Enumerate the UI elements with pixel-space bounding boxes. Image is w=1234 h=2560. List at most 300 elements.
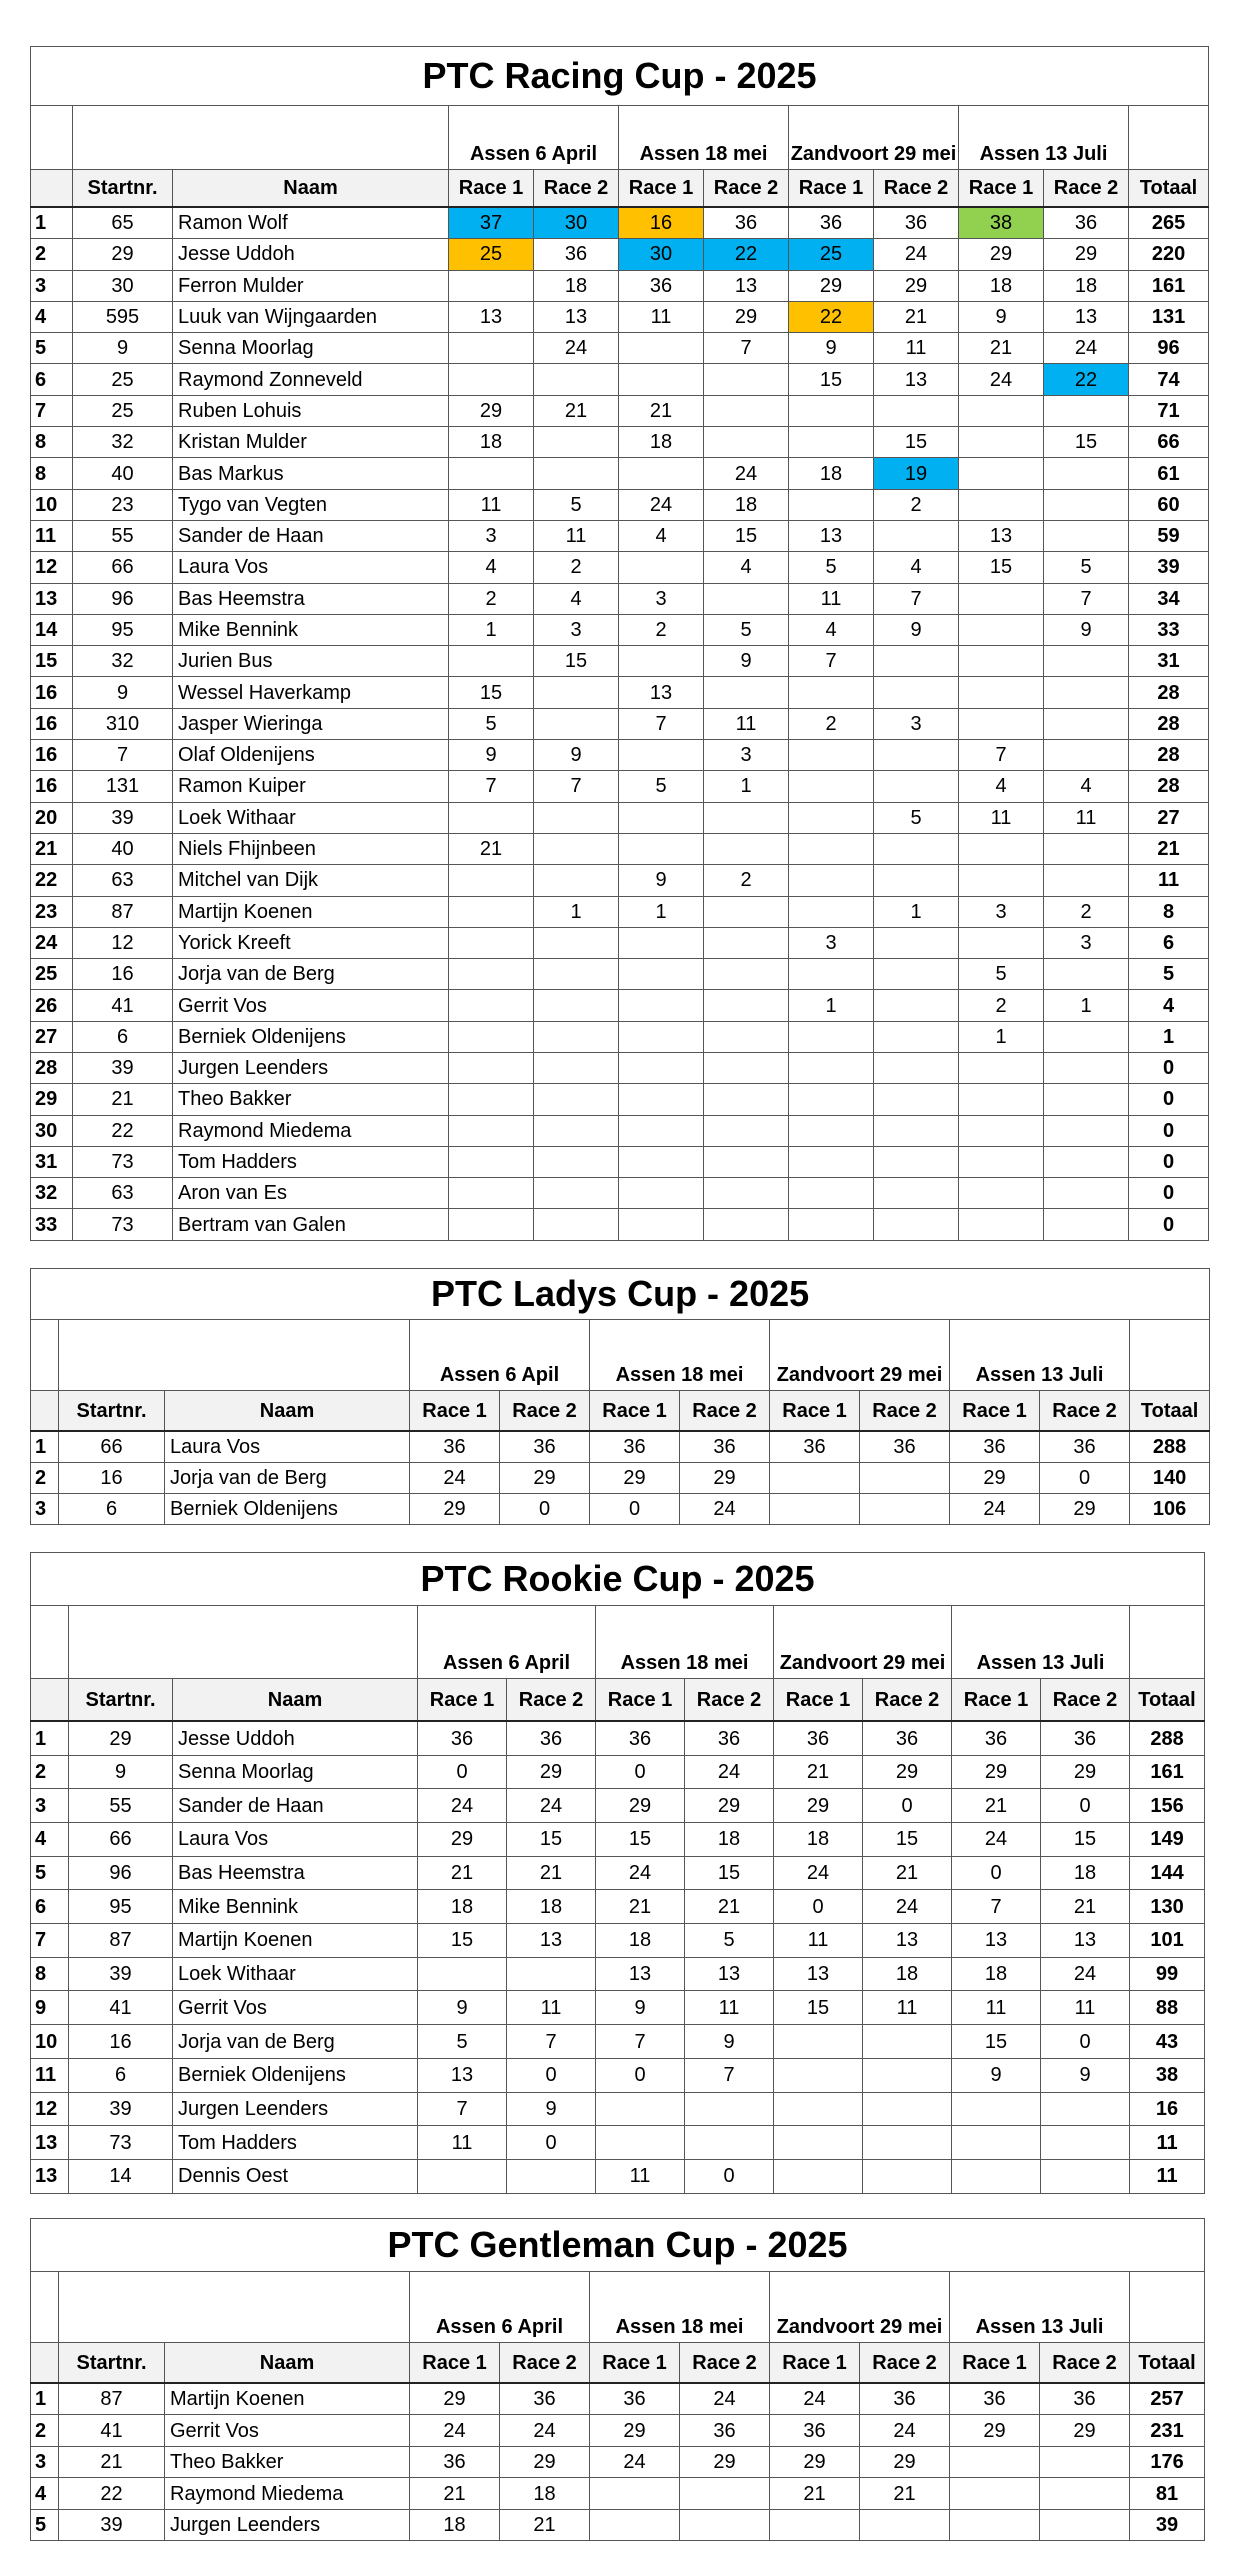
pos-header <box>31 2342 59 2383</box>
position-cell: 26 <box>31 990 73 1021</box>
position-cell: 2 <box>31 1755 69 1789</box>
score-cell: 29 <box>507 1755 596 1789</box>
score-cell <box>534 708 619 739</box>
race1-header: Race 1 <box>952 1679 1041 1722</box>
startnr-cell: 39 <box>59 2509 165 2541</box>
score-cell: 7 <box>1044 583 1129 614</box>
score-cell <box>959 833 1044 864</box>
name-cell: Raymond Zonneveld <box>173 364 449 395</box>
score-cell: 24 <box>952 1823 1041 1857</box>
score-cell <box>959 1053 1044 1084</box>
score-cell <box>952 2159 1041 2193</box>
score-cell <box>619 1115 704 1146</box>
race2-header: Race 2 <box>874 170 959 208</box>
name-cell: Wessel Haverkamp <box>173 677 449 708</box>
event-header: Zandvoort 29 mei <box>770 1320 950 1391</box>
event-header: Assen 13 Juli <box>950 1320 1130 1391</box>
name-cell: Mike Bennink <box>173 1890 418 1924</box>
position-cell: 8 <box>31 458 73 489</box>
score-cell <box>863 2159 952 2193</box>
name-cell: Ramon Wolf <box>173 207 449 238</box>
score-cell <box>507 2159 596 2193</box>
totaal-header: Totaal <box>1129 170 1209 208</box>
event-header: Assen 18 mei <box>590 2272 770 2343</box>
startnr-cell: 16 <box>73 959 173 990</box>
score-cell <box>418 1957 507 1991</box>
score-cell: 29 <box>500 2446 590 2478</box>
score-cell: 24 <box>770 2383 860 2415</box>
name-cell: Ruben Lohuis <box>173 395 449 426</box>
score-cell: 11 <box>507 1991 596 2025</box>
position-cell: 11 <box>31 2058 69 2092</box>
score-cell: 21 <box>860 2478 950 2510</box>
score-cell <box>449 990 534 1021</box>
score-cell: 36 <box>860 1431 950 1462</box>
startnr-header: Startnr. <box>59 2342 165 2383</box>
score-cell <box>874 677 959 708</box>
score-cell <box>534 1146 619 1177</box>
total-cell: 0 <box>1129 1115 1209 1146</box>
startnr-cell: 87 <box>69 1924 173 1958</box>
score-cell <box>959 1146 1044 1177</box>
score-cell: 18 <box>1044 270 1129 301</box>
score-cell: 29 <box>770 2446 860 2478</box>
score-cell: 21 <box>952 1789 1041 1823</box>
score-cell: 5 <box>685 1924 774 1958</box>
blank-cell <box>73 106 449 170</box>
score-cell <box>789 427 874 458</box>
startnr-cell: 7 <box>73 740 173 771</box>
score-cell <box>874 395 959 426</box>
score-cell: 29 <box>590 2415 680 2447</box>
total-cell: 161 <box>1130 1755 1205 1789</box>
score-cell: 21 <box>410 2478 500 2510</box>
total-cell: 0 <box>1129 1146 1209 1177</box>
score-cell: 29 <box>952 1755 1041 1789</box>
table-row <box>31 1924 1205 1958</box>
score-cell <box>534 833 619 864</box>
startnr-cell: 32 <box>73 427 173 458</box>
startnr-header: Startnr. <box>69 1679 173 1722</box>
score-cell <box>789 1146 874 1177</box>
name-cell: Berniek Oldenijens <box>173 2058 418 2092</box>
score-cell <box>789 896 874 927</box>
total-cell: 11 <box>1130 2126 1205 2160</box>
score-cell <box>596 2126 685 2160</box>
table-row <box>31 959 1209 990</box>
table-row <box>31 458 1209 489</box>
score-cell <box>774 2092 863 2126</box>
position-cell: 25 <box>31 959 73 990</box>
score-cell: 15 <box>1041 1823 1130 1857</box>
score-cell: 24 <box>596 1856 685 1890</box>
score-cell <box>1040 2446 1130 2478</box>
score-cell <box>874 1178 959 1209</box>
score-cell: 21 <box>685 1890 774 1924</box>
position-cell: 7 <box>31 395 73 426</box>
position-cell: 1 <box>31 1721 69 1755</box>
position-cell: 9 <box>31 1991 69 2025</box>
score-cell: 24 <box>619 489 704 520</box>
score-cell <box>874 740 959 771</box>
score-cell: 4 <box>959 771 1044 802</box>
startnr-cell: 9 <box>73 677 173 708</box>
table-row <box>31 2446 1205 2478</box>
startnr-cell: 66 <box>69 1823 173 1857</box>
position-cell: 13 <box>31 2159 69 2193</box>
score-cell: 24 <box>680 2383 770 2415</box>
table-row <box>31 2159 1205 2193</box>
score-cell: 11 <box>1041 1991 1130 2025</box>
score-cell: 5 <box>1044 552 1129 583</box>
score-cell: 9 <box>704 646 789 677</box>
race2-header: Race 2 <box>500 1390 590 1431</box>
score-cell: 0 <box>1040 1462 1130 1493</box>
score-cell: 18 <box>500 2478 590 2510</box>
score-cell: 9 <box>596 1991 685 2025</box>
score-cell <box>449 802 534 833</box>
total-cell: 21 <box>1129 833 1209 864</box>
position-cell: 1 <box>31 2383 59 2415</box>
score-cell <box>863 2126 952 2160</box>
score-cell: 2 <box>1044 896 1129 927</box>
event-header: Assen 18 mei <box>596 1606 774 1679</box>
score-cell: 0 <box>596 2058 685 2092</box>
total-cell: 11 <box>1129 865 1209 896</box>
total-cell: 28 <box>1129 677 1209 708</box>
score-cell <box>1044 458 1129 489</box>
event-row <box>31 106 1209 170</box>
position-cell: 12 <box>31 552 73 583</box>
score-cell <box>619 1021 704 1052</box>
score-cell: 21 <box>418 1856 507 1890</box>
startnr-cell: 39 <box>69 1957 173 1991</box>
race1-header: Race 1 <box>590 1390 680 1431</box>
startnr-cell: 16 <box>69 2025 173 2059</box>
score-cell: 36 <box>863 1721 952 1755</box>
score-cell <box>704 583 789 614</box>
total-cell: 265 <box>1129 207 1209 238</box>
table-row <box>31 1021 1209 1052</box>
score-cell <box>1044 677 1129 708</box>
score-cell: 29 <box>789 270 874 301</box>
race1-header: Race 1 <box>410 1390 500 1431</box>
score-cell: 13 <box>1044 301 1129 332</box>
score-cell: 19 <box>874 458 959 489</box>
score-cell <box>619 1178 704 1209</box>
score-cell: 13 <box>704 270 789 301</box>
score-cell: 5 <box>704 614 789 645</box>
event-header: Assen 6 April <box>449 106 619 170</box>
startnr-cell: 63 <box>73 1178 173 1209</box>
startnr-cell: 66 <box>59 1431 165 1462</box>
score-cell: 3 <box>959 896 1044 927</box>
score-cell: 18 <box>774 1823 863 1857</box>
score-cell <box>704 833 789 864</box>
score-cell: 2 <box>619 614 704 645</box>
position-cell: 33 <box>31 1209 73 1240</box>
score-cell: 29 <box>449 395 534 426</box>
startnr-cell: 95 <box>69 1890 173 1924</box>
name-cell: Tom Hadders <box>173 1146 449 1177</box>
name-cell: Yorick Kreeft <box>173 927 449 958</box>
position-cell: 16 <box>31 740 73 771</box>
startnr-cell: 16 <box>59 1462 165 1493</box>
score-cell <box>789 1115 874 1146</box>
total-cell: 28 <box>1129 740 1209 771</box>
name-cell: Gerrit Vos <box>165 2415 410 2447</box>
table-row <box>31 740 1209 771</box>
score-cell: 0 <box>596 1755 685 1789</box>
table-row <box>31 2058 1205 2092</box>
score-cell <box>1044 489 1129 520</box>
score-cell <box>418 2159 507 2193</box>
name-cell: Luuk van Wijngaarden <box>173 301 449 332</box>
name-cell: Bas Markus <box>173 458 449 489</box>
column-header-row <box>31 1679 1205 1722</box>
position-cell: 6 <box>31 364 73 395</box>
score-cell: 3 <box>1044 927 1129 958</box>
score-cell: 18 <box>959 270 1044 301</box>
name-cell: Jasper Wieringa <box>173 708 449 739</box>
position-cell: 27 <box>31 1021 73 1052</box>
score-cell <box>874 646 959 677</box>
blank-cell <box>59 1320 410 1391</box>
race2-header: Race 2 <box>500 2342 590 2383</box>
score-cell: 18 <box>449 427 534 458</box>
position-cell: 12 <box>31 2092 69 2126</box>
position-cell: 7 <box>31 1924 69 1958</box>
startnr-cell: 39 <box>73 1053 173 1084</box>
race1-header: Race 1 <box>950 1390 1040 1431</box>
total-cell: 288 <box>1130 1721 1205 1755</box>
score-cell <box>534 1209 619 1240</box>
startnr-cell: 66 <box>73 552 173 583</box>
pos-header <box>31 1390 59 1431</box>
score-cell: 18 <box>863 1957 952 1991</box>
total-cell: 74 <box>1129 364 1209 395</box>
title-row <box>31 47 1209 106</box>
score-cell: 36 <box>590 2383 680 2415</box>
score-cell <box>619 833 704 864</box>
name-cell: Laura Vos <box>173 1823 418 1857</box>
blank-cell <box>59 2272 410 2343</box>
score-cell: 25 <box>449 239 534 270</box>
score-cell: 13 <box>959 520 1044 551</box>
score-cell: 18 <box>619 427 704 458</box>
score-cell <box>449 646 534 677</box>
score-cell <box>789 1084 874 1115</box>
total-cell: 0 <box>1129 1209 1209 1240</box>
score-cell: 7 <box>449 771 534 802</box>
total-cell: 1 <box>1129 1021 1209 1052</box>
score-cell: 1 <box>449 614 534 645</box>
score-cell: 13 <box>507 1924 596 1958</box>
name-cell: Sander de Haan <box>173 520 449 551</box>
score-cell: 3 <box>789 927 874 958</box>
score-cell <box>959 1084 1044 1115</box>
score-cell: 11 <box>704 708 789 739</box>
table-row <box>31 301 1209 332</box>
score-cell <box>1044 1021 1129 1052</box>
table-row <box>31 2383 1205 2415</box>
score-cell: 2 <box>704 865 789 896</box>
event-header: Assen 13 Juli <box>959 106 1129 170</box>
score-cell <box>774 2025 863 2059</box>
score-cell <box>534 927 619 958</box>
startnr-cell: 131 <box>73 771 173 802</box>
title-row <box>31 1269 1210 1320</box>
score-cell: 18 <box>704 489 789 520</box>
score-cell <box>959 1178 1044 1209</box>
score-cell: 29 <box>590 1462 680 1493</box>
startnr-cell: 55 <box>69 1789 173 1823</box>
startnr-cell: 22 <box>59 2478 165 2510</box>
name-cell: Theo Bakker <box>165 2446 410 2478</box>
score-cell: 24 <box>680 1493 770 1524</box>
score-cell: 15 <box>789 364 874 395</box>
startnr-cell: 39 <box>73 802 173 833</box>
score-cell: 4 <box>874 552 959 583</box>
score-cell <box>534 1021 619 1052</box>
table-row <box>31 2509 1205 2541</box>
position-cell: 24 <box>31 927 73 958</box>
name-cell: Jurgen Leenders <box>173 2092 418 2126</box>
startnr-cell: 29 <box>73 239 173 270</box>
startnr-cell: 63 <box>73 865 173 896</box>
name-cell: Loek Withaar <box>173 802 449 833</box>
naam-header: Naam <box>173 170 449 208</box>
score-cell: 11 <box>959 802 1044 833</box>
total-cell: 106 <box>1130 1493 1210 1524</box>
name-cell: Bas Heemstra <box>173 1856 418 1890</box>
score-cell: 0 <box>500 1493 590 1524</box>
event-row <box>31 1320 1210 1391</box>
score-cell: 11 <box>418 2126 507 2160</box>
score-cell <box>704 959 789 990</box>
score-cell: 15 <box>1044 427 1129 458</box>
score-cell <box>449 865 534 896</box>
name-cell: Kristan Mulder <box>173 427 449 458</box>
score-cell <box>449 1178 534 1209</box>
score-cell: 29 <box>1040 2415 1130 2447</box>
score-cell: 24 <box>685 1755 774 1789</box>
startnr-cell: 21 <box>73 1084 173 1115</box>
score-cell: 22 <box>789 301 874 332</box>
position-cell: 3 <box>31 270 73 301</box>
total-cell: 149 <box>1130 1823 1205 1857</box>
score-cell: 15 <box>685 1856 774 1890</box>
score-cell: 3 <box>619 583 704 614</box>
score-cell: 7 <box>619 708 704 739</box>
score-cell: 29 <box>950 2415 1040 2447</box>
startnr-cell: 25 <box>73 395 173 426</box>
score-cell: 1 <box>704 771 789 802</box>
pos-header <box>31 170 73 208</box>
name-cell: Jorja van de Berg <box>173 2025 418 2059</box>
score-cell <box>874 1084 959 1115</box>
startnr-cell: 87 <box>59 2383 165 2415</box>
name-cell: Jurgen Leenders <box>165 2509 410 2541</box>
score-cell: 2 <box>959 990 1044 1021</box>
startnr-cell: 41 <box>73 990 173 1021</box>
total-cell: 66 <box>1129 427 1209 458</box>
event-header: Zandvoort 29 mei <box>770 2272 950 2343</box>
score-cell <box>449 458 534 489</box>
startnr-header: Startnr. <box>59 1390 165 1431</box>
score-cell: 3 <box>534 614 619 645</box>
score-cell: 24 <box>410 1462 500 1493</box>
score-cell: 36 <box>590 1431 680 1462</box>
score-cell: 9 <box>1044 614 1129 645</box>
score-cell: 29 <box>860 2446 950 2478</box>
score-cell: 13 <box>685 1957 774 1991</box>
startnr-cell: 96 <box>69 1856 173 1890</box>
score-cell: 15 <box>534 646 619 677</box>
score-cell: 1 <box>619 896 704 927</box>
score-cell <box>789 677 874 708</box>
score-cell: 7 <box>534 771 619 802</box>
score-cell: 0 <box>1041 1789 1130 1823</box>
score-cell: 9 <box>874 614 959 645</box>
score-cell <box>1044 1178 1129 1209</box>
score-cell: 11 <box>449 489 534 520</box>
position-cell: 2 <box>31 239 73 270</box>
score-cell: 18 <box>596 1924 685 1958</box>
score-cell <box>789 1209 874 1240</box>
score-cell: 5 <box>789 552 874 583</box>
table-row <box>31 990 1209 1021</box>
score-cell: 15 <box>507 1823 596 1857</box>
score-cell <box>534 865 619 896</box>
score-cell <box>959 427 1044 458</box>
score-cell <box>874 865 959 896</box>
score-cell: 36 <box>860 2383 950 2415</box>
score-cell <box>619 927 704 958</box>
table-row <box>31 1115 1209 1146</box>
total-cell: 59 <box>1129 520 1209 551</box>
startnr-cell: 22 <box>73 1115 173 1146</box>
score-cell: 29 <box>863 1755 952 1789</box>
score-cell: 36 <box>685 1721 774 1755</box>
total-cell: 60 <box>1129 489 1209 520</box>
score-cell: 2 <box>789 708 874 739</box>
startnr-cell: 40 <box>73 833 173 864</box>
score-cell <box>959 927 1044 958</box>
score-cell: 0 <box>590 1493 680 1524</box>
totaal-header: Totaal <box>1130 1679 1205 1722</box>
startnr-cell: 6 <box>69 2058 173 2092</box>
score-cell: 0 <box>418 1755 507 1789</box>
score-cell: 0 <box>507 2126 596 2160</box>
score-cell: 11 <box>774 1924 863 1958</box>
race2-header: Race 2 <box>860 2342 950 2383</box>
score-cell: 24 <box>774 1856 863 1890</box>
total-cell: 39 <box>1130 2509 1205 2541</box>
score-cell <box>1044 1084 1129 1115</box>
score-cell <box>1040 2509 1130 2541</box>
name-cell: Tygo van Vegten <box>173 489 449 520</box>
score-cell <box>619 333 704 364</box>
score-cell <box>534 427 619 458</box>
score-cell <box>449 1021 534 1052</box>
table-row <box>31 1209 1209 1240</box>
position-cell: 13 <box>31 583 73 614</box>
score-cell: 5 <box>959 959 1044 990</box>
race1-header: Race 1 <box>774 1679 863 1722</box>
blank-cell <box>31 106 73 170</box>
startnr-cell: 32 <box>73 646 173 677</box>
